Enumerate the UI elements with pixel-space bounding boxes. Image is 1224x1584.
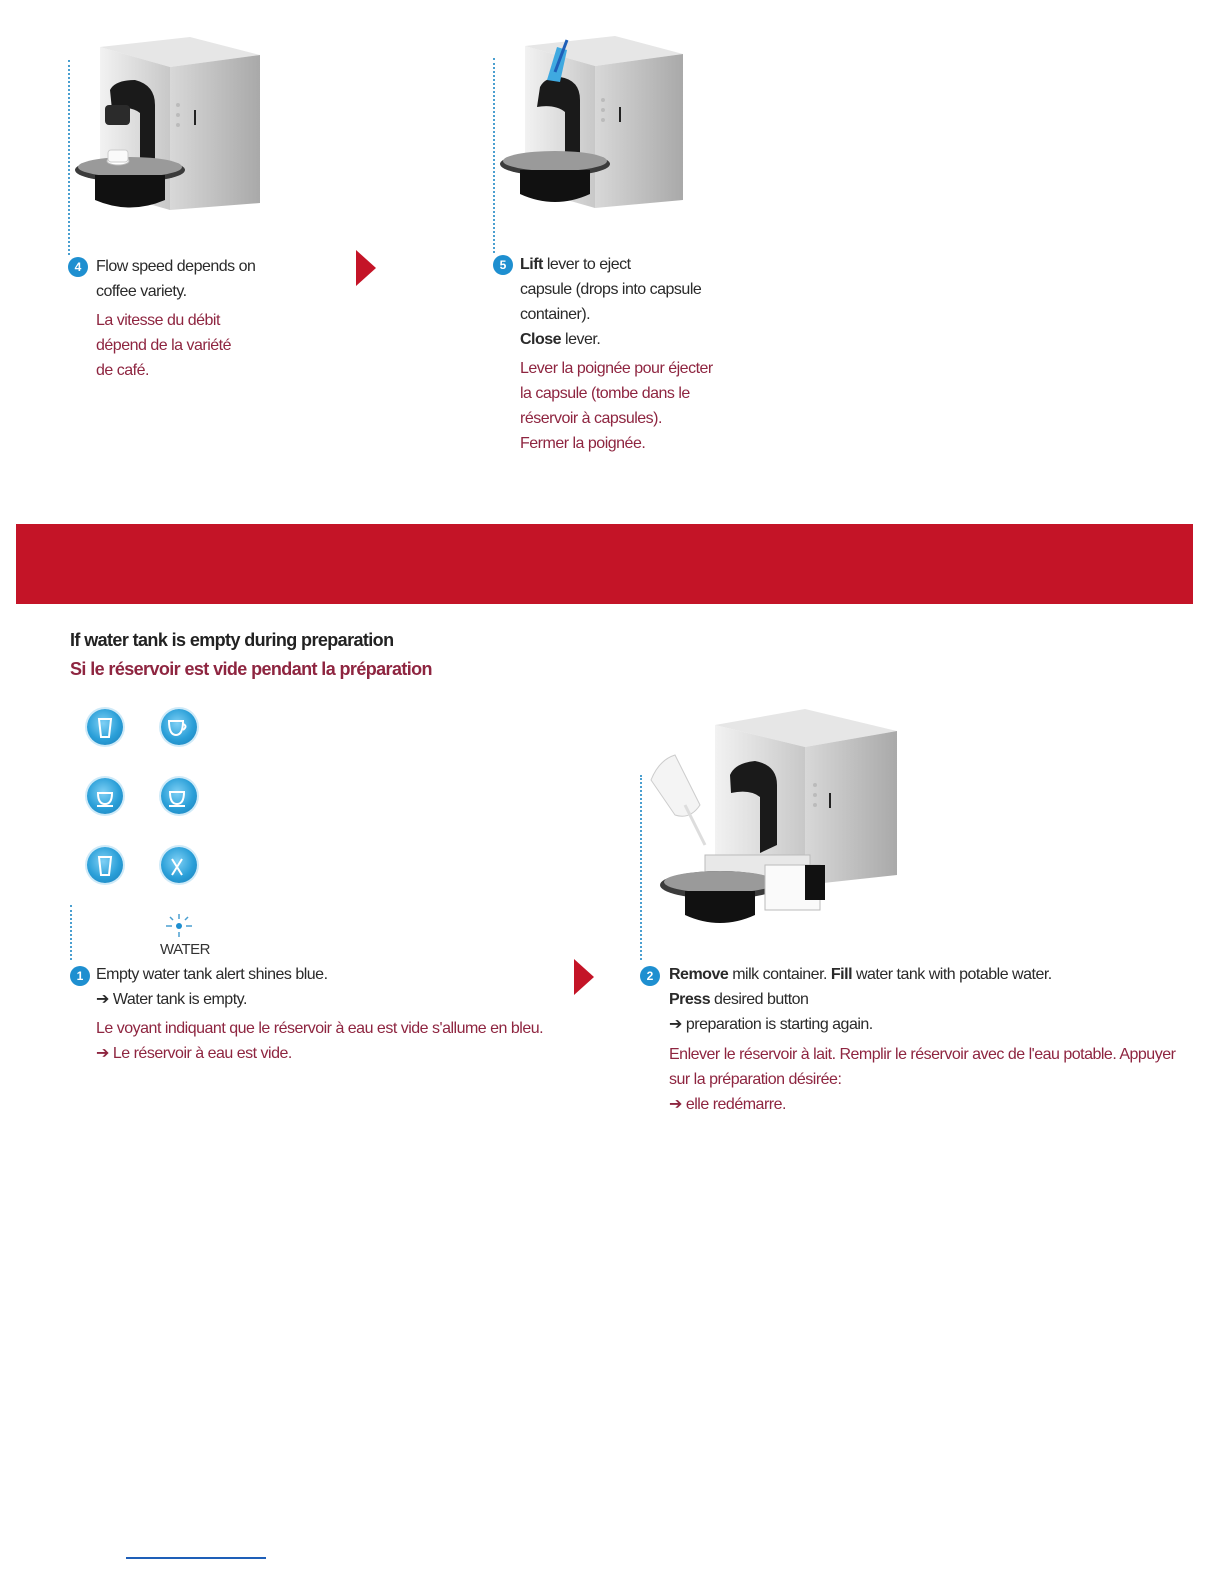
step5-fr-text: Lever la poignée pour éjecter la capsule (tombe dans le réservoir à capsules). Fermer la poignée.	[520, 360, 713, 452]
step2-guide-line	[640, 775, 642, 960]
section-banner	[16, 524, 1193, 604]
step1-en-text: Empty water tank alert shines blue. ➔ Water tank is empty.	[96, 966, 328, 1008]
step1-guide-line	[70, 905, 72, 960]
section-heading-en: If water tank is empty during preparation	[70, 630, 394, 650]
icon-glyphs	[87, 709, 197, 889]
step2-en-text: Remove milk container. Fill water tank with potable water. Press desired button ➔ preparation is starting again.	[669, 966, 1052, 1033]
step1-fr-text: Le voyant indiquant que le réservoir à eau est vide s'allume en bleu. ➔ Le réservoir à eau est vide.	[96, 1020, 544, 1062]
coffee-machine-lever-illustration	[495, 32, 690, 222]
step4-fr-text: La vitesse du débit dépend de la variété de café.	[96, 312, 231, 379]
step4-guide-line	[68, 60, 70, 255]
section-heading-fr: Si le réservoir est vide pendant la préparation	[70, 659, 432, 679]
step4-en-text: Flow speed depends on coffee variety.	[96, 258, 256, 300]
water-indicator-label: WATER	[160, 941, 210, 958]
footer-rule	[126, 1557, 266, 1559]
next-step-arrow-icon	[354, 248, 378, 288]
coffee-machine-milk-container-illustration	[645, 705, 905, 935]
step4-number-badge: 4	[68, 257, 88, 277]
step5-number-badge: 5	[493, 255, 513, 275]
step1-number-badge: 1	[70, 966, 90, 986]
coffee-machine-cup-illustration	[70, 35, 270, 220]
step5-en-text: Lift lever to eject capsule (drops into capsule container). Close lever.	[520, 256, 702, 348]
next-step-arrow-icon-2	[572, 957, 596, 997]
water-alert-light-icon	[163, 912, 195, 940]
step5-guide-line	[493, 58, 495, 253]
step2-fr-text: Enlever le réservoir à lait. Remplir le réservoir avec de l'eau potable. Appuyer sur la préparation désirée: ➔ elle redémarre.	[669, 1046, 1176, 1113]
step2-number-badge: 2	[640, 966, 660, 986]
